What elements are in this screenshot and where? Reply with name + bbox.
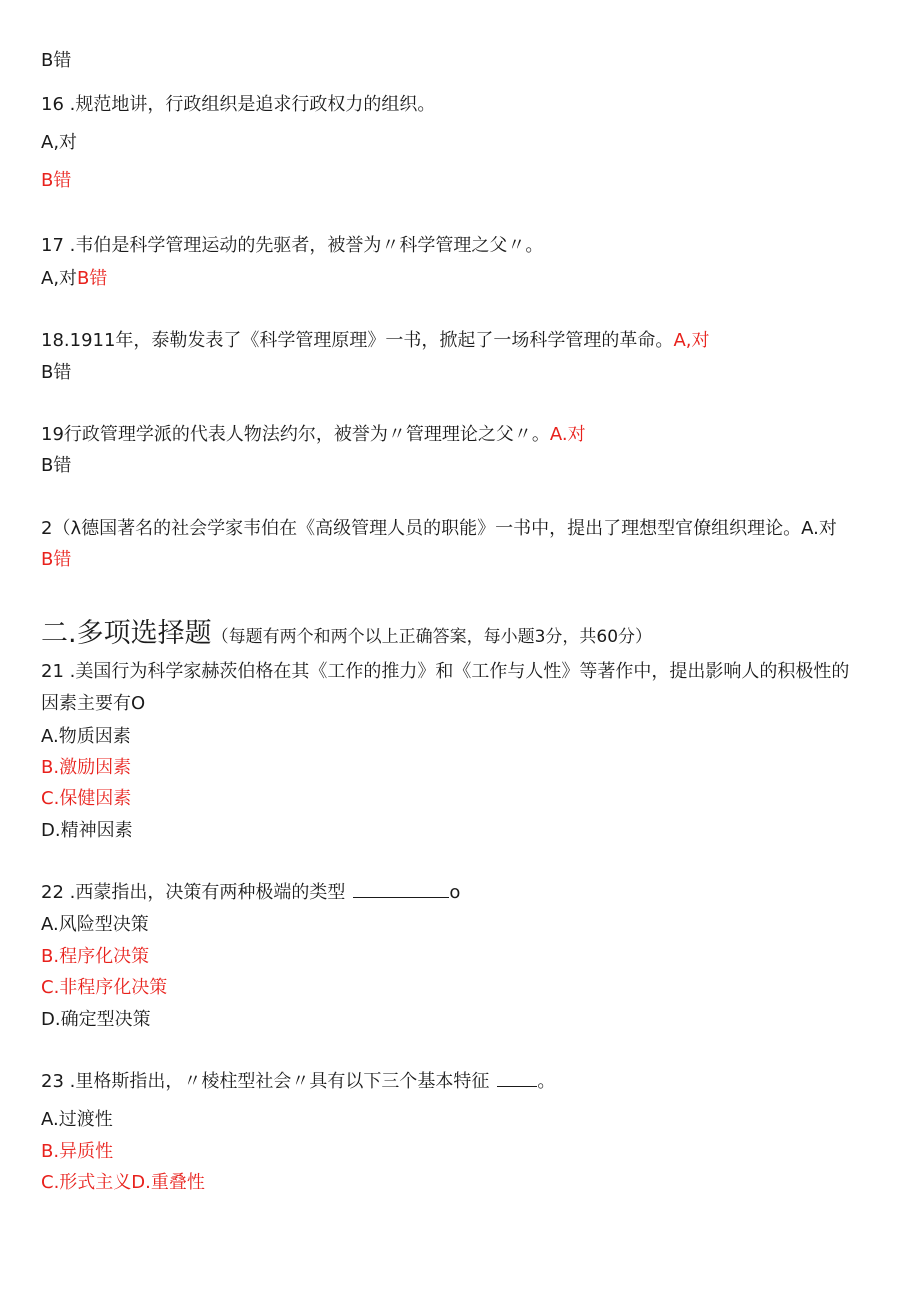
q19-option-a: A.对 xyxy=(549,424,586,445)
section-heading xyxy=(41,618,652,653)
q18-option-b: B错 xyxy=(41,362,72,383)
q22-option-d: D.确定型决策 xyxy=(41,1009,151,1030)
q19-stem: 19行政管理学派的代表人物法约尔，被誉为〃管理理论之父〃。 xyxy=(41,424,550,445)
q21-stem-line2: 因素主要有O xyxy=(41,693,146,714)
q22-option-b: B.程序化决策 xyxy=(41,946,150,967)
q17-option-a: A,对 xyxy=(41,268,78,289)
q15-option-b: B错 xyxy=(41,50,72,71)
q23-option-b: B.异质性 xyxy=(41,1141,114,1162)
q22-stem-end: o xyxy=(449,882,461,903)
q17-option-b: B错 xyxy=(77,268,108,289)
q23-stem-line xyxy=(41,1070,555,1094)
q19-stem-line xyxy=(41,423,586,447)
q17-options xyxy=(41,267,107,291)
q23-option-a: A.过渡性 xyxy=(41,1109,113,1130)
q18-stem: 18.1911年，泰勒发表了《科学管理原理》一书，掀起了一场科学管理的革命。 xyxy=(41,330,674,351)
q20-option-b: B错 xyxy=(41,549,72,570)
q22-stem: 22 .西蒙指出，决策有两种极端的类型 xyxy=(41,882,346,903)
q22-option-a: A.风险型决策 xyxy=(41,914,149,935)
q21-option-d: D.精神因素 xyxy=(41,820,133,841)
q18-option-a: A,对 xyxy=(673,330,710,351)
q23-options-cd xyxy=(41,1171,205,1195)
q16-option-b: B错 xyxy=(41,170,72,191)
q23-stem-end: 。 xyxy=(537,1071,556,1092)
q23-stem: 23 .里格斯指出，〃棱柱型社会〃具有以下三个基本特征 xyxy=(41,1071,490,1092)
q21-option-b: B.激励因素 xyxy=(41,757,132,778)
section-title: 二.多项选择题 xyxy=(41,618,212,649)
q16-option-a: A,对 xyxy=(41,132,78,153)
q21-option-c: C.保健因素 xyxy=(41,788,132,809)
q21-option-a: A.物质因素 xyxy=(41,726,131,747)
q20-stem: 2（λ德国著名的社会学家韦伯在《高级管理人员的职能》一书中，提出了理想型官僚组织理论。A.对 xyxy=(41,518,837,539)
q22-option-c: C.非程序化决策 xyxy=(41,977,168,998)
q16-stem: 16 .规范地讲，行政组织是追求行政权力的组织。 xyxy=(41,94,436,115)
q22-answer-blank xyxy=(353,883,449,898)
q17-stem: 17 .韦伯是科学管理运动的先驱者，被誉为〃科学管理之父〃。 xyxy=(41,235,544,256)
q18-stem-line xyxy=(41,329,709,353)
q22-stem-line xyxy=(41,881,460,905)
q19-option-b: B错 xyxy=(41,455,72,476)
q23-option-c: C.形式主义 xyxy=(41,1172,132,1193)
q21-stem-line1: 21 .美国行为科学家赫茨伯格在其《工作的推力》和《工作与人性》等著作中，提出影响人的积极性的 xyxy=(41,661,850,682)
section-note: （每题有两个和两个以上正确答案，每小题3分，共60分） xyxy=(211,627,653,647)
q23-option-d: D.重叠性 xyxy=(131,1172,205,1193)
q23-answer-blank xyxy=(497,1072,537,1087)
